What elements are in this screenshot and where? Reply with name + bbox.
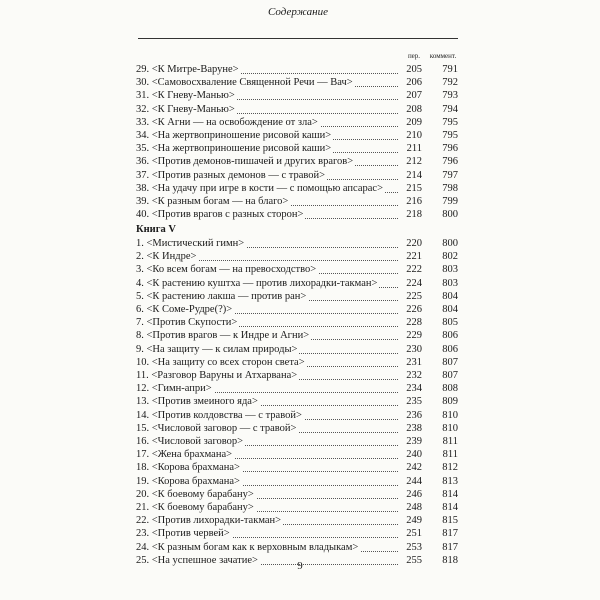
toc-entry-title: 6. <К Соме-Рудре(?)> [136, 304, 233, 315]
toc-entry-comment-page: 795 [442, 116, 458, 128]
toc-entry [0, 156, 600, 168]
toc-entry-title: 2. <К Индре> [136, 251, 197, 263]
toc-entry [0, 410, 600, 422]
toc-entry [0, 130, 600, 142]
toc-entry-page: 238 [406, 422, 422, 434]
toc-entry-comment-page: 805 [442, 317, 458, 329]
toc-entry-comment-page: 807 [442, 356, 458, 368]
toc-entry [0, 143, 600, 155]
toc-entry-title: 18. <Корова брахмана> [136, 462, 240, 474]
toc-entry-title: 21. <К боевому барабану> [136, 502, 254, 513]
toc-entry-comment-page: 809 [442, 396, 458, 408]
toc-entry-comment-page: 803 [442, 264, 458, 276]
toc-entry-page: 248 [406, 502, 422, 513]
toc-entry-title: 34. <На жертвоприношение рисовой каши> [136, 130, 332, 141]
toc-entry-page: 231 [406, 356, 422, 368]
toc-entry-comment-page: 808 [442, 383, 458, 395]
toc-entry-comment-page: 804 [442, 304, 458, 315]
toc-entry-title: 1. <Мистический гимн> [136, 238, 245, 249]
toc-entry-title: 33. <К Агни — на освобождение от зла> [136, 116, 318, 128]
toc-entry-page: 224 [406, 277, 422, 289]
toc-entry [0, 357, 600, 369]
toc-entry-comment-page: 811 [442, 449, 458, 461]
toc-entry-title: 11. <Разговор Варуны и Атхарвана> [136, 370, 298, 381]
toc-entry-comment-page: 814 [442, 502, 458, 513]
toc-entry-page: 208 [406, 103, 422, 115]
toc-entry [0, 170, 600, 182]
toc-entry [0, 396, 600, 408]
toc-entry [0, 278, 600, 290]
toc-entry-comment-page: 799 [442, 196, 458, 207]
toc-entry-title: 17. <Жена брахмана> [136, 449, 233, 461]
toc-entry-title: 5. <К растению лакша — против ран> [136, 290, 307, 302]
toc-entry-page: 229 [406, 330, 422, 342]
toc-entry-page: 221 [406, 251, 422, 263]
toc-entry-title: 3. <Ко всем богам — на превосходство> [136, 264, 317, 276]
toc-entry-comment-page: 813 [442, 475, 458, 487]
toc-entry-page: 225 [406, 290, 422, 302]
toc-entry [0, 304, 600, 316]
toc-entry-title: 32. <К Гневу-Манью> [136, 103, 235, 115]
toc-entry-comment-page: 802 [442, 251, 458, 263]
toc-entry [0, 502, 600, 514]
toc-entry [0, 542, 600, 554]
toc-entry [0, 317, 600, 329]
toc-entry-page: 216 [406, 196, 422, 207]
toc-entry-title: 38. <На удачу при игре в кости — с помощью апсарас> [136, 182, 383, 194]
toc-entry-comment-page: 806 [442, 330, 458, 342]
toc-entry-title: 15. <Числовой заговор — с травой> [136, 422, 297, 434]
toc-entry-page: 244 [406, 475, 422, 487]
toc-entry-page: 236 [406, 409, 422, 421]
toc-entry-page: 210 [406, 130, 422, 141]
toc-entry-comment-page: 795 [442, 130, 458, 141]
toc-entry-page: 234 [406, 383, 422, 395]
toc-entry-page: 242 [406, 462, 422, 474]
toc-entry [0, 449, 600, 461]
toc-entry-page: 209 [406, 116, 422, 128]
toc-entry-title: 20. <К боевому барабану> [136, 488, 254, 500]
toc-entry-title: 37. <Против разных демонов — с травой> [136, 169, 326, 181]
toc-entry [0, 344, 600, 356]
toc-entry-comment-page: 812 [442, 462, 458, 474]
toc-entry-title: 19. <Корова брахмана> [136, 475, 240, 487]
toc-entry-comment-page: 800 [442, 238, 458, 249]
toc-entry-comment-page: 815 [442, 515, 458, 527]
toc-entry [0, 462, 600, 474]
toc-entry-comment-page: 796 [442, 143, 458, 155]
toc-entry [0, 251, 600, 263]
toc-entry-comment-page: 818 [442, 554, 458, 566]
toc-entry-page: 255 [406, 554, 422, 566]
toc-entry [0, 183, 600, 195]
toc-entry-page: 230 [406, 343, 422, 355]
toc-entry-page: 207 [406, 90, 422, 102]
toc-entry-comment-page: 814 [442, 488, 458, 500]
toc-entry-page: 212 [406, 156, 422, 168]
toc-entry-page: 228 [406, 317, 422, 329]
toc-entry-page: 235 [406, 396, 422, 408]
toc-entry-comment-page: 803 [442, 277, 458, 289]
toc-entry-title: 29. <К Митре-Варуне> [136, 64, 239, 75]
toc-entry-title: 8. <Против врагов — к Индре и Агни> [136, 330, 310, 342]
toc-entry [0, 476, 600, 488]
toc-entry [0, 383, 600, 395]
toc-entry-title: 30. <Самовосхваление Священной Речи — Вач> [136, 77, 353, 89]
toc-entry-page: 226 [406, 304, 422, 315]
toc-entry [0, 77, 600, 89]
toc-entry-title: 36. <Против демонов-пишачей и других врагов> [136, 156, 354, 168]
toc-entry-title: 12. <Гимн-апри> [136, 383, 212, 395]
toc-entry-title: 9. <На защиту — к силам природы> [136, 343, 298, 355]
toc-entry [0, 489, 600, 501]
toc-entry [0, 64, 600, 76]
toc-entry-title: 16. <Числовой заговор> [136, 436, 244, 447]
toc-entry-page: 249 [406, 515, 422, 527]
toc-entry-comment-page: 797 [442, 169, 458, 181]
toc-entry-page: 251 [406, 528, 422, 540]
toc-entry-comment-page: 800 [442, 209, 458, 221]
header-rule [138, 38, 458, 39]
toc-entry-comment-page: 811 [442, 436, 458, 447]
toc-entry-page: 211 [406, 143, 422, 155]
toc-entry-page: 218 [406, 209, 422, 221]
toc-entry [0, 436, 600, 448]
page-column-label: пер. [407, 52, 421, 60]
toc-entry-comment-page: 793 [442, 90, 458, 102]
toc-entry-page: 246 [406, 488, 422, 500]
toc-entry [0, 238, 600, 250]
toc-entry-comment-page: 794 [442, 103, 458, 115]
toc-entry-page: 215 [406, 182, 422, 194]
toc-entry [0, 196, 600, 208]
toc-entry [0, 528, 600, 540]
toc-entry-title: 23. <Против червей> [136, 528, 230, 540]
toc-entry-comment-page: 806 [442, 343, 458, 355]
toc-entry-title: 14. <Против колдовства — с травой> [136, 409, 302, 421]
book-heading: Книга V [136, 224, 176, 235]
column-headings [0, 52, 600, 64]
page-number: 9 [297, 560, 303, 572]
toc-entry-comment-page: 791 [442, 64, 458, 75]
toc-entry-comment-page: 817 [442, 541, 458, 553]
toc-entry-page: 240 [406, 449, 422, 461]
toc-entry-comment-page: 817 [442, 528, 458, 540]
toc-entry-page: 222 [406, 264, 422, 276]
toc-entry-page: 214 [406, 169, 422, 181]
toc-entry-comment-page: 807 [442, 370, 458, 381]
toc-entry [0, 117, 600, 129]
toc-entry [0, 209, 600, 221]
toc-entry [0, 264, 600, 276]
toc-entry [0, 370, 600, 382]
toc-entry-title: 13. <Против змеиного яда> [136, 396, 258, 408]
toc-entry [0, 104, 600, 116]
toc-entry-comment-page: 796 [442, 156, 458, 168]
toc-entry-title: 4. <К растению куштха — против лихорадки-такман> [136, 277, 378, 289]
toc-entry-page: 232 [406, 370, 422, 381]
toc-entry [0, 515, 600, 527]
toc-entry-comment-page: 810 [442, 422, 458, 434]
toc-entry-comment-page: 798 [442, 182, 458, 194]
toc-entry-title: 31. <К Гневу-Манью> [136, 90, 235, 102]
toc-entry-page: 205 [406, 64, 422, 75]
toc-entry-title: 22. <Против лихорадки-такман> [136, 515, 282, 527]
toc-entry-page: 253 [406, 541, 422, 553]
toc-entry-title: 25. <На успешное зачатие> [136, 554, 258, 566]
toc-entry-page: 239 [406, 436, 422, 447]
toc-entry-title: 24. <К разным богам как к верховным владыкам> [136, 541, 359, 553]
running-header: Содержание [267, 6, 328, 18]
toc-entry-title: 40. <Против врагов с разных сторон> [136, 209, 304, 221]
toc-entry-comment-page: 810 [442, 409, 458, 421]
toc-entry [0, 291, 600, 303]
toc-entry-comment-page: 792 [442, 77, 458, 89]
comment-column-label: коммент. [429, 52, 457, 60]
toc-entry-title: 7. <Против Скупости> [136, 317, 238, 329]
toc-entry [0, 90, 600, 102]
toc-entry [0, 423, 600, 435]
toc-entry-title: 10. <На защиту со всех сторон света> [136, 356, 305, 368]
toc-entry-comment-page: 804 [442, 290, 458, 302]
toc-entry-page: 220 [406, 238, 422, 249]
toc-entry-title: 39. <К разным богам — на благо> [136, 196, 289, 207]
toc-entry [0, 330, 600, 342]
toc-entry-page: 206 [406, 77, 422, 89]
toc-entry-title: 35. <На жертвоприношение рисовой каши> [136, 143, 332, 155]
